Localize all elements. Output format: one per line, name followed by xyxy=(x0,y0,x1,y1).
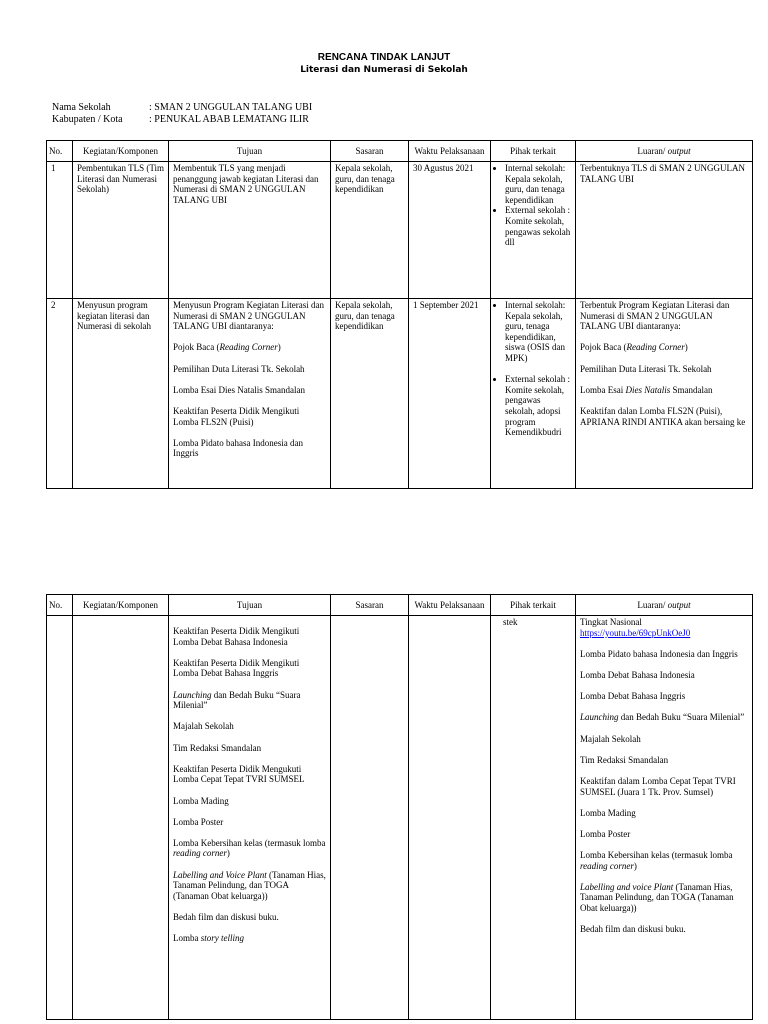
action-plan-table-2 xyxy=(46,594,753,1020)
cell-luaran xyxy=(576,616,753,1020)
tujuan-poster: Lomba Poster xyxy=(173,816,224,827)
cell-tujuan xyxy=(169,616,331,1020)
cell-tujuan: Membentuk TLS yang menjadi penanggung jawab kegiatan Literasi dan Numerasi di SMAN 2 UNGGULAN TALANG UBI xyxy=(169,162,331,299)
document-subtitle: Literasi dan Numerasi di Sekolah xyxy=(300,65,468,75)
col-header-luaran-italic: output xyxy=(667,145,691,156)
cell-kegiatan xyxy=(73,616,169,1020)
luaran-bedah: Bedah film dan diskusi buku. xyxy=(580,924,686,935)
col-header-luaran-text: Luaran/ xyxy=(637,599,666,610)
cell-luaran: Terbentuknya TLS di SMAN 2 UNGGULAN TALANG UBI xyxy=(576,162,753,299)
tujuan-debat-ing: Keaktifan Peserta Didik Mengikuti Lomba Debat Bahasa Inggris xyxy=(173,657,300,679)
luaran-launching: Launching dan Bedah Buku “Suara Milenial” xyxy=(580,712,745,723)
luaran-debat-indo: Lomba Debat Bahasa Indonesia xyxy=(580,669,695,680)
table-header-row xyxy=(47,595,753,616)
col-header-luaran xyxy=(576,595,753,616)
luaran-debat-ing: Lomba Debat Bahasa Inggris xyxy=(580,691,686,702)
col-header-luaran-italic: output xyxy=(667,599,691,610)
cell-pihak: stek xyxy=(491,616,576,1020)
tujuan-pidato: Lomba Pidato bahasa Indonesia dan Inggris xyxy=(173,437,303,459)
luaran-majalah: Majalah Sekolah xyxy=(580,733,641,744)
luaran-intro: Terbentuk Program Kegiatan Literasi dan Numerasi di SMAN 2 UNGGULAN TALANG UBI diantaranya: xyxy=(580,300,730,332)
luaran-mading: Lomba Mading xyxy=(580,807,636,818)
tujuan-cepat: Keaktifan Peserta Didik Mengukuti Lomba Cepat Tepat TVRI SUMSEL xyxy=(173,763,305,785)
col-header-no: No. xyxy=(47,595,73,616)
district-line xyxy=(52,114,309,126)
col-header-pihak: Pihak terkait xyxy=(491,141,576,162)
list-item: • Internal sekolah: Kepala sekolah, guru, tenaga kependidikan, siswa (OSIS dan MPK) xyxy=(505,300,571,364)
cell-waktu: 1 September 2021 xyxy=(409,299,491,489)
cell-sasaran xyxy=(331,616,409,1020)
action-plan-table-1 xyxy=(46,140,753,489)
tujuan-labelling: Labelling and Voice Plant (Tanaman Hias, Tanaman Pelindung, dan TOGA (Tanaman Obat keluarga)) xyxy=(173,869,326,901)
tujuan-mading: Lomba Mading xyxy=(173,795,229,806)
luaran-pidato: Lomba Pidato bahasa Indonesia dan Inggris xyxy=(580,648,738,659)
table-header-row xyxy=(47,141,753,162)
cell-pihak xyxy=(491,162,576,299)
tujuan-intro: Menyusun Program Kegiatan Literasi dan Numerasi di SMAN 2 UNGGULAN TALANG UBI diantaranya: xyxy=(173,300,324,332)
luaran-cepat: Keaktifan dalam Lomba Cepat Tepat TVRI SUMSEL (Juara 1 Tk. Prov. Sumsel) xyxy=(580,775,736,797)
tujuan-story: Lomba story telling xyxy=(173,933,244,944)
tujuan-kebersihan: Lomba Kebersihan kelas (termasuk lomba reading corner) xyxy=(173,837,326,859)
luaran-duta: Pemilihan Duta Literasi Tk. Sekolah xyxy=(580,363,712,374)
tujuan-tim: Tim Redaksi Smandalan xyxy=(173,742,262,753)
cell-pihak xyxy=(491,299,576,489)
cell-no: 2 xyxy=(47,299,73,489)
tujuan-pojok: Pojok Baca (Reading Corner) xyxy=(173,342,281,353)
tujuan-duta: Pemilihan Duta Literasi Tk. Sekolah xyxy=(173,363,305,374)
col-header-tujuan: Tujuan xyxy=(169,141,331,162)
col-header-no: No. xyxy=(47,141,73,162)
table-row xyxy=(47,616,753,1020)
cell-no: 1 xyxy=(47,162,73,299)
school-name-value: : SMAN 2 UNGGULAN TALANG UBI xyxy=(149,102,313,113)
cell-waktu xyxy=(409,616,491,1020)
luaran-pojok: Pojok Baca (Reading Corner) xyxy=(580,342,688,353)
luaran-tim: Tim Redaksi Smandalan xyxy=(580,754,669,765)
tujuan-majalah: Majalah Sekolah xyxy=(173,721,234,732)
list-item: • External sekolah : Komite sekolah, pengawas sekolah, adopsi program Kemendikbudri xyxy=(505,374,571,438)
table-row xyxy=(47,162,753,299)
tujuan-esai: Lomba Esai Dies Natalis Smandalan xyxy=(173,384,305,395)
school-name-label: Nama Sekolah xyxy=(52,102,111,113)
col-header-sasaran: Sasaran xyxy=(331,141,409,162)
col-header-kegiatan: Kegiatan/Komponen xyxy=(73,595,169,616)
tujuan-bedah: Bedah film dan diskusi buku. xyxy=(173,912,279,923)
luaran-nasional: Tingkat Nasional xyxy=(580,617,642,627)
cell-kegiatan: Menyusun program kegiatan literasi dan Numerasi di sekolah xyxy=(73,299,169,489)
luaran-labelling: Labelling and voice Plant (Tanaman Hias, Tanaman Pelindung, dan TOGA (Tanaman Obat keluarga)) xyxy=(580,881,734,914)
district-value: : PENUKAL ABAB LEMATANG ILIR xyxy=(149,114,309,125)
col-header-kegiatan: Kegiatan/Komponen xyxy=(73,141,169,162)
tujuan-debat-indo: Keaktifan Peserta Didik Mengikuti Lomba Debat Bahasa Indonesia xyxy=(173,626,300,647)
cell-tujuan xyxy=(169,299,331,489)
col-header-luaran-text: Luaran/ xyxy=(637,145,666,156)
tujuan-launching: Launching dan Bedah Buku “Suara Milenial” xyxy=(173,689,301,711)
luaran-kebersihan: Lomba Kebersihan kelas (termasuk lomba reading corner) xyxy=(580,850,733,871)
tujuan-fls2n: Keaktifan Peserta Didik Mengikuti Lomba FLS2N (Puisi) xyxy=(173,405,300,427)
cell-sasaran: Kepala sekolah, guru, dan tenaga kependidikan xyxy=(331,162,409,299)
col-header-tujuan: Tujuan xyxy=(169,595,331,616)
cell-luaran xyxy=(576,299,753,489)
school-name-line xyxy=(52,102,312,114)
col-header-pihak: Pihak terkait xyxy=(491,595,576,616)
col-header-sasaran: Sasaran xyxy=(331,595,409,616)
list-item: • External sekolah : Komite sekolah, pengawas sekolah dll xyxy=(505,205,571,247)
youtube-link[interactable]: https://youtu.be/69cpUnkOeJ0 xyxy=(580,627,691,638)
cell-waktu: 30 Agustus 2021 xyxy=(409,162,491,299)
luaran-fls2n: Keaktifan dalan Lomba FLS2N (Puisi), APRIANA RINDI ANTIKA akan bersaing ke xyxy=(580,405,746,427)
list-item: • Internal sekolah: Kepala sekolah, guru, dan tenaga kependidikan xyxy=(505,163,571,205)
cell-kegiatan: Pembentukan TLS (Tim Literasi dan Numerasi Sekolah) xyxy=(73,162,169,299)
col-header-waktu: Waktu Pelaksanaan xyxy=(409,595,491,616)
cell-no xyxy=(47,616,73,1020)
cell-sasaran: Kepala sekolah, guru, dan tenaga kependidikan xyxy=(331,299,409,489)
luaran-esai: Lomba Esai Dies Natalis Smandalan xyxy=(580,384,713,395)
document-title: RENCANA TINDAK LANJUT xyxy=(317,52,451,63)
district-label: Kabupaten / Kota xyxy=(52,114,123,125)
luaran-poster: Lomba Poster xyxy=(580,828,631,839)
col-header-waktu: Waktu Pelaksanaan xyxy=(409,141,491,162)
col-header-luaran xyxy=(576,141,753,162)
table-row xyxy=(47,299,753,489)
